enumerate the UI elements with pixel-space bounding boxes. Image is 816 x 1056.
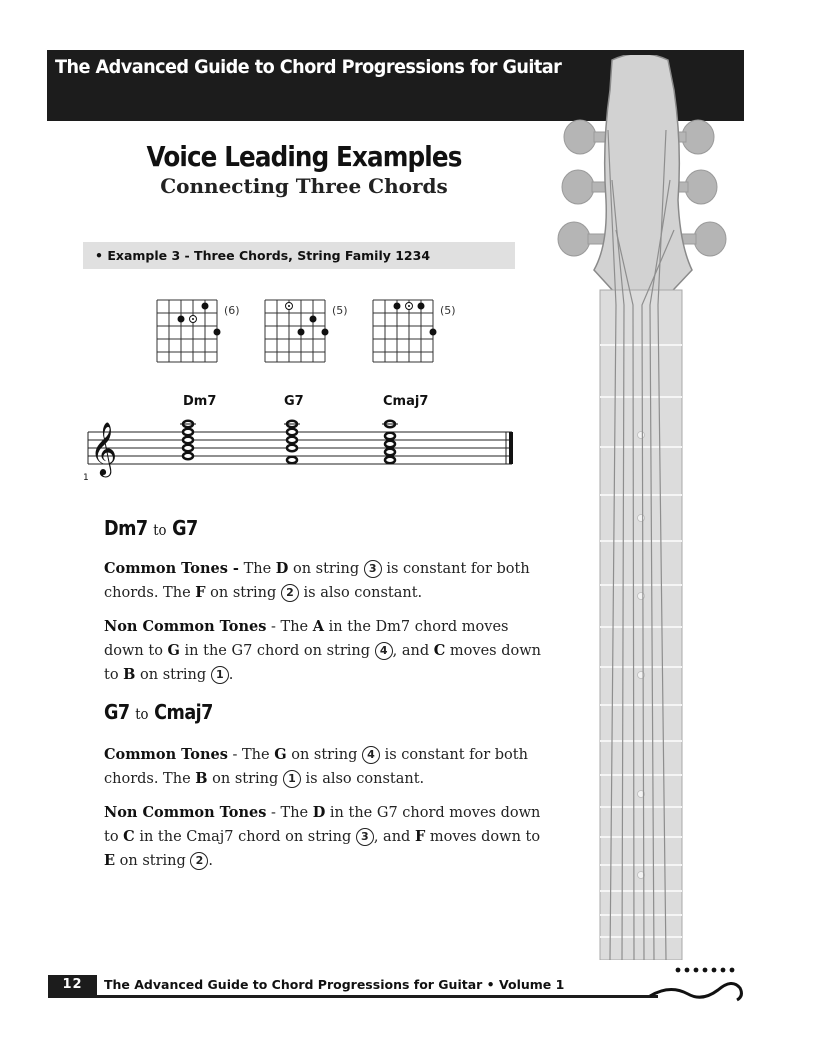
finger-dot	[310, 316, 317, 323]
finger-dot	[394, 303, 401, 310]
tuning-peg-icon	[564, 120, 596, 154]
string-number-icon: 2	[190, 852, 208, 870]
non-common-tones-paragraph: Non Common Tones - The D in the G7 chord moves down to C in the Cmaj7 chord on string 3 , and F moves down to E on string 2 .	[104, 804, 541, 869]
tuning-peg-icon	[562, 170, 594, 204]
finger-dot	[322, 329, 329, 336]
footer-text: The Advanced Guide to Chord Progressions for Guitar • Volume 1	[104, 977, 565, 992]
page-heading	[80, 140, 528, 198]
measure-number: 1	[83, 473, 89, 483]
final-barline	[509, 432, 513, 464]
section-dm7-g7	[104, 516, 544, 687]
tuning-peg-icon	[558, 222, 590, 256]
music-example	[80, 290, 520, 490]
chord-notes	[183, 421, 193, 459]
section-heading: G7 to Cmaj7	[104, 700, 213, 724]
fret-number: (6)	[224, 304, 240, 317]
finger-dot	[214, 329, 221, 336]
footer-rule	[48, 995, 658, 998]
tuning-peg-icon	[685, 170, 717, 204]
page-subtitle: Connecting Three Chords	[160, 174, 448, 198]
string-number-icon: 1	[211, 666, 229, 684]
fret-number: (5)	[332, 304, 348, 317]
tuning-peg-icon	[694, 222, 726, 256]
string-number-icon: 3	[364, 560, 382, 578]
headstock	[594, 55, 692, 305]
non-common-tones-paragraph: Non Common Tones - The A in the Dm7 chord moves down to G in the G7 chord on string 4 , and C moves down to B on string 1 .	[104, 618, 541, 683]
chord-diagram	[373, 300, 456, 362]
fret-number: (5)	[440, 304, 456, 317]
common-tones-paragraph: Common Tones - The D on string 3 is constant for both chords. The F on string 2 is also constant.	[104, 560, 530, 601]
finger-dot	[298, 329, 305, 336]
section-heading: Dm7 to G7	[104, 516, 198, 540]
string-number-icon: 1	[283, 770, 301, 788]
finger-dot	[178, 316, 185, 323]
chord-notes	[287, 421, 297, 463]
common-tones-paragraph: Common Tones - The G on string 4 is constant for both chords. The B on string 1 is also constant.	[104, 746, 528, 787]
finger-dot	[202, 303, 209, 310]
string-number-icon: 3	[356, 828, 374, 846]
chord-notes	[385, 421, 395, 463]
section-g7-cmaj7	[104, 700, 544, 873]
guitar-neck-illustration	[550, 55, 744, 960]
page-title: Voice Leading Examples	[146, 140, 462, 173]
finger-dot	[430, 329, 437, 336]
example-label-bar	[83, 242, 515, 269]
page-number: 12	[48, 975, 97, 995]
book-title: The Advanced Guide to Chord Progressions for Guitar	[55, 56, 562, 78]
chord-symbol: Cmaj7	[383, 394, 429, 409]
chord-symbol: Dm7	[183, 394, 217, 409]
string-number-icon: 4	[362, 746, 380, 764]
footer-swoosh-icon	[640, 960, 750, 1005]
string-number-icon: 2	[281, 584, 299, 602]
fretboard	[600, 290, 682, 960]
chord-diagram	[265, 300, 348, 362]
music-staff	[88, 432, 512, 464]
chord-diagram	[157, 300, 240, 362]
treble-clef-icon: 𝄞	[90, 421, 118, 475]
tuning-peg-icon	[682, 120, 714, 154]
example-label: • Example 3 - Three Chords, String Family 1234	[95, 248, 431, 263]
finger-dot	[418, 303, 425, 310]
chord-symbol: G7	[284, 394, 304, 409]
string-number-icon: 4	[375, 642, 393, 660]
